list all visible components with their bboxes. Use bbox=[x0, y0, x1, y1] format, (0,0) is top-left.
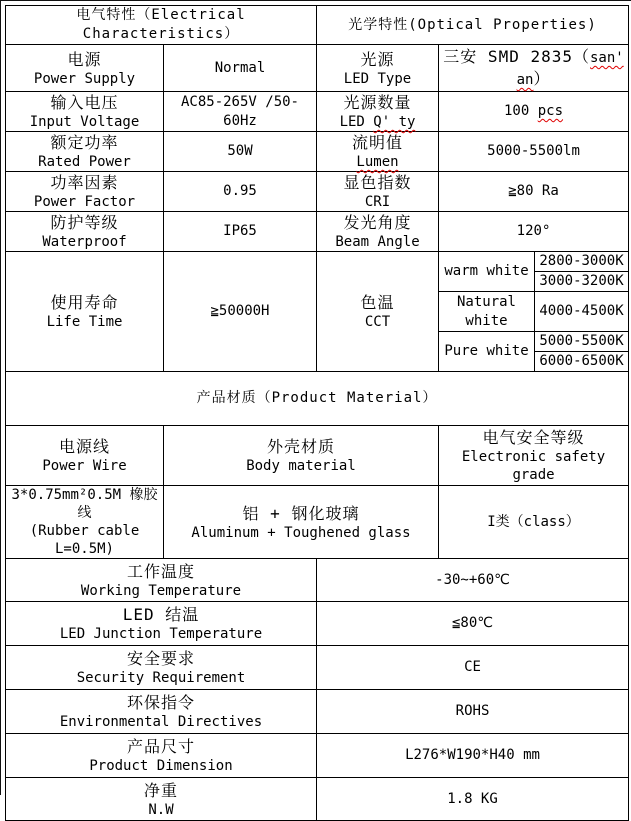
label-waterproof-en: Waterproof bbox=[42, 234, 127, 250]
label-environmental-directives-en: Environmental Directives bbox=[59, 714, 263, 730]
value-net-weight: 1.8 KG bbox=[317, 778, 629, 821]
label-working-temperature-en: Working Temperature bbox=[80, 582, 242, 599]
label-lumen-misspelling: Lumen bbox=[356, 154, 399, 170]
label-power-supply-en: Power Supply bbox=[33, 70, 136, 87]
label-life-time bbox=[6, 252, 164, 372]
label-cct-cn: 色温 bbox=[360, 293, 395, 312]
label-life-time-en: Life Time bbox=[46, 314, 123, 330]
label-led-junction-temperature-cn: LED 结温 bbox=[122, 605, 200, 624]
label-environmental-directives bbox=[6, 690, 317, 734]
label-power-wire-cn: 电源线 bbox=[58, 437, 110, 456]
label-led-qty bbox=[317, 92, 439, 132]
value-safety-grade: I类（class） bbox=[439, 486, 629, 559]
label-security-requirement-cn: 安全要求 bbox=[126, 649, 195, 668]
label-net-weight bbox=[6, 778, 317, 821]
label-life-time-cn: 使用寿命 bbox=[50, 293, 119, 312]
value-led-qty bbox=[439, 92, 629, 132]
value-led-type bbox=[439, 45, 629, 92]
cct-pure-white-range-2: 6000-6500K bbox=[535, 352, 629, 372]
cct-warm-white-range-1: 2800-3000K bbox=[535, 252, 629, 272]
label-waterproof-cn: 防护等级 bbox=[50, 213, 119, 232]
label-led-type bbox=[317, 45, 439, 92]
label-security-requirement bbox=[6, 646, 317, 690]
label-rated-power-cn: 额定功率 bbox=[50, 133, 119, 152]
label-beam-angle-en: Beam Angle bbox=[335, 234, 420, 250]
label-power-factor-en: Power Factor bbox=[33, 194, 136, 210]
label-power-wire bbox=[6, 426, 164, 486]
header-electrical-characteristics: 电气特性（Electrical Characteristics） bbox=[6, 6, 317, 45]
label-power-wire-en: Power Wire bbox=[42, 458, 127, 474]
cct-pure-white-range-1: 5000-5500K bbox=[535, 332, 629, 352]
value-lumen: 5000-5500lm bbox=[439, 132, 629, 172]
label-net-weight-en: N.W bbox=[148, 801, 174, 818]
label-security-requirement-en: Security Requirement bbox=[76, 670, 246, 686]
label-body-material bbox=[164, 426, 439, 486]
label-lumen-en bbox=[319, 153, 436, 171]
label-body-material-en: Body material bbox=[246, 458, 356, 474]
cct-warm-white-range-2: 3000-3200K bbox=[535, 272, 629, 292]
label-rated-power-en: Rated Power bbox=[38, 154, 131, 170]
value-rated-power: 50W bbox=[164, 132, 317, 172]
label-beam-angle-cn: 发光角度 bbox=[343, 213, 412, 232]
label-lumen bbox=[317, 132, 439, 172]
label-product-dimension-en: Product Dimension bbox=[89, 758, 233, 774]
label-beam-angle bbox=[317, 212, 439, 252]
label-led-type-cn: 光源 bbox=[360, 49, 395, 69]
label-led-qty-cn: 光源数量 bbox=[343, 93, 412, 112]
label-input-voltage-en: Input Voltage bbox=[29, 114, 140, 130]
value-led-qty-num: 100 bbox=[504, 103, 538, 119]
value-life-time: ≧50000H bbox=[164, 252, 317, 372]
value-power-wire bbox=[6, 486, 164, 559]
value-environmental-directives: ROHS bbox=[317, 690, 629, 734]
label-power-factor-cn: 功率因素 bbox=[50, 173, 119, 192]
label-power-supply-cn: 电源 bbox=[67, 49, 102, 69]
label-rated-power bbox=[6, 132, 164, 172]
label-led-junction-temperature-en: LED Junction Temperature bbox=[59, 626, 263, 642]
value-input-voltage: AC85-265V /50-60Hz bbox=[164, 92, 317, 132]
cct-pure-white-name: Pure white bbox=[439, 332, 535, 372]
label-cri-cn: 显色指数 bbox=[343, 173, 412, 192]
spec-table bbox=[5, 5, 629, 821]
value-led-type-post: ） bbox=[533, 69, 551, 88]
value-cri: ≧80 Ra bbox=[439, 172, 629, 212]
value-body-material-line1: 铝 + 钢化玻璃 bbox=[242, 503, 360, 523]
value-working-temperature: -30~+60℃ bbox=[317, 559, 629, 602]
cct-natural-white-name: Natural white bbox=[439, 292, 535, 332]
label-waterproof bbox=[6, 212, 164, 252]
header-optical-properties: 光学特性(Optical Properties) bbox=[317, 6, 629, 45]
label-body-material-cn: 外壳材质 bbox=[266, 437, 335, 456]
label-environmental-directives-cn: 环保指令 bbox=[126, 693, 195, 712]
label-input-voltage bbox=[6, 92, 164, 132]
label-lumen-cn: 流明值 bbox=[351, 133, 403, 152]
value-led-junction-temperature: ≦80℃ bbox=[317, 602, 629, 646]
label-net-weight-cn: 净重 bbox=[143, 780, 178, 800]
value-led-type-misspelling: san' an bbox=[516, 50, 624, 88]
label-led-junction-temperature bbox=[6, 602, 317, 646]
value-security-requirement: CE bbox=[317, 646, 629, 690]
label-cct-en: CCT bbox=[364, 314, 391, 330]
label-cct bbox=[317, 252, 439, 372]
label-cri-en: CRI bbox=[364, 194, 391, 210]
label-cri bbox=[317, 172, 439, 212]
label-led-qty-misspelling: Q' ty bbox=[373, 114, 416, 130]
label-led-qty-en-pre: LED bbox=[339, 114, 374, 130]
value-power-supply: Normal bbox=[164, 45, 317, 92]
value-led-type-pre: 三安 SMD 2835（ bbox=[443, 47, 590, 66]
label-working-temperature-cn: 工作温度 bbox=[126, 561, 195, 581]
value-body-material-line2: Aluminum + Toughened glass bbox=[191, 524, 411, 541]
value-waterproof: IP65 bbox=[164, 212, 317, 252]
value-power-wire-line2: (Rubber cable L=0.5M) bbox=[29, 523, 140, 557]
label-safety-grade bbox=[439, 426, 629, 486]
label-power-factor bbox=[6, 172, 164, 212]
value-power-wire-line1: 3*0.75mm²0.5M 橡胶线 bbox=[11, 487, 158, 521]
value-power-factor: 0.95 bbox=[164, 172, 317, 212]
value-body-material bbox=[164, 486, 439, 559]
label-input-voltage-cn: 输入电压 bbox=[50, 93, 119, 112]
label-safety-grade-en: Electronic safety grade bbox=[461, 449, 606, 483]
label-safety-grade-cn: 电气安全等级 bbox=[482, 428, 585, 447]
value-beam-angle: 120° bbox=[439, 212, 629, 252]
header-product-material: 产品材质（Product Material） bbox=[6, 372, 629, 426]
value-led-qty-misspelling: pcs bbox=[537, 103, 564, 119]
cct-warm-white-name: warm white bbox=[439, 252, 535, 292]
value-product-dimension: L276*W190*H40 mm bbox=[317, 734, 629, 778]
label-led-qty-en bbox=[319, 113, 436, 131]
label-working-temperature bbox=[6, 559, 317, 602]
label-led-type-en: LED Type bbox=[343, 70, 412, 87]
label-product-dimension-cn: 产品尺寸 bbox=[126, 737, 195, 756]
cct-natural-white-range: 4000-4500K bbox=[535, 292, 629, 332]
label-product-dimension bbox=[6, 734, 317, 778]
label-power-supply bbox=[6, 45, 164, 92]
